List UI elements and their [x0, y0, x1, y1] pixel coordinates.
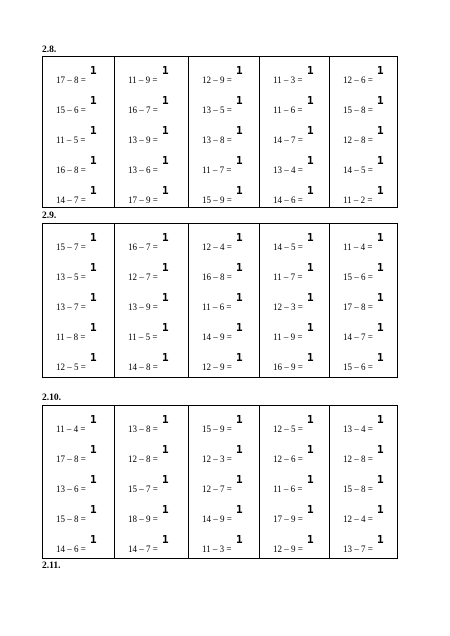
score-mark: 1 [377, 321, 384, 334]
subtraction-expression: 15 – 8 = [343, 105, 373, 115]
subtraction-expression: 15 – 6 = [343, 272, 373, 282]
exercise-item [115, 59, 188, 89]
subtraction-expression: 13 – 4 = [273, 165, 303, 175]
subtraction-expression: 11 – 8 = [56, 332, 86, 342]
subtraction-expression: 14 – 9 = [202, 514, 232, 524]
score-mark: 1 [90, 321, 97, 334]
exercise-column [259, 57, 329, 207]
exercise-item [260, 316, 329, 346]
section-label: 2.10. [42, 393, 61, 403]
exercise-item [330, 408, 397, 438]
exercise-item [260, 226, 329, 256]
subtraction-expression: 11 – 3 = [202, 544, 232, 554]
score-mark: 1 [377, 154, 384, 167]
score-mark: 1 [90, 231, 97, 244]
exercise-item [330, 346, 397, 376]
score-mark: 1 [236, 184, 243, 197]
exercise-item [330, 89, 397, 119]
score-mark: 1 [236, 94, 243, 107]
subtraction-expression: 13 – 5 = [56, 272, 86, 282]
score-mark: 1 [162, 443, 169, 456]
score-mark: 1 [90, 291, 97, 304]
exercise-item [115, 438, 188, 468]
exercise-item [330, 256, 397, 286]
score-mark: 1 [307, 321, 314, 334]
score-mark: 1 [236, 413, 243, 426]
exercise-item [189, 59, 259, 89]
exercise-item [43, 286, 114, 316]
exercise-column [114, 406, 188, 558]
score-mark: 1 [90, 533, 97, 546]
score-mark: 1 [236, 443, 243, 456]
subtraction-expression: 11 – 5 = [56, 135, 86, 145]
score-mark: 1 [307, 231, 314, 244]
subtraction-expression: 14 – 5 = [273, 242, 303, 252]
score-mark: 1 [90, 261, 97, 274]
subtraction-expression: 16 – 7 = [128, 105, 158, 115]
score-mark: 1 [162, 124, 169, 137]
score-mark: 1 [236, 533, 243, 546]
subtraction-expression: 12 – 3 = [202, 454, 232, 464]
exercise-item [43, 89, 114, 119]
subtraction-expression: 12 – 3 = [273, 302, 303, 312]
subtraction-expression: 12 – 7 = [128, 272, 158, 282]
subtraction-expression: 15 – 9 = [202, 424, 232, 434]
section-label: 2.9. [42, 211, 57, 221]
subtraction-expression: 16 – 8 = [56, 165, 86, 175]
subtraction-expression: 12 – 8 = [128, 454, 158, 464]
subtraction-expression: 14 – 7 = [343, 332, 373, 342]
section-label: 2.11. [42, 561, 61, 571]
subtraction-expression: 15 – 6 = [343, 362, 373, 372]
exercise-item [330, 149, 397, 179]
section-label: 2.8. [42, 45, 57, 55]
score-mark: 1 [236, 154, 243, 167]
score-mark: 1 [162, 184, 169, 197]
score-mark: 1 [236, 351, 243, 364]
exercise-grid [42, 405, 398, 559]
score-mark: 1 [377, 184, 384, 197]
exercise-item [260, 498, 329, 528]
score-mark: 1 [236, 473, 243, 486]
exercise-item [43, 179, 114, 209]
exercise-item [189, 438, 259, 468]
score-mark: 1 [90, 64, 97, 77]
exercise-item [189, 316, 259, 346]
score-mark: 1 [307, 351, 314, 364]
exercise-grid [42, 56, 398, 208]
exercise-item [115, 256, 188, 286]
score-mark: 1 [307, 413, 314, 426]
exercise-item [115, 179, 188, 209]
subtraction-expression: 11 – 3 = [273, 75, 303, 85]
exercise-item [189, 226, 259, 256]
score-mark: 1 [162, 321, 169, 334]
subtraction-expression: 13 – 9 = [128, 135, 158, 145]
exercise-item [43, 256, 114, 286]
exercise-item [260, 528, 329, 558]
exercise-item [260, 256, 329, 286]
score-mark: 1 [377, 443, 384, 456]
exercise-item [189, 408, 259, 438]
score-mark: 1 [377, 533, 384, 546]
subtraction-expression: 11 – 6 = [273, 105, 303, 115]
exercise-column [259, 406, 329, 558]
subtraction-expression: 14 – 7 = [128, 544, 158, 554]
score-mark: 1 [307, 154, 314, 167]
subtraction-expression: 13 – 9 = [128, 302, 158, 312]
exercise-item [189, 468, 259, 498]
score-mark: 1 [90, 124, 97, 137]
subtraction-expression: 11 – 4 = [56, 424, 86, 434]
exercise-column [43, 406, 114, 558]
score-mark: 1 [90, 351, 97, 364]
subtraction-expression: 15 – 6 = [56, 105, 86, 115]
subtraction-expression: 11 – 6 = [202, 302, 232, 312]
score-mark: 1 [162, 413, 169, 426]
exercise-item [43, 498, 114, 528]
exercise-column [188, 406, 259, 558]
exercise-item [330, 119, 397, 149]
exercise-item [330, 498, 397, 528]
score-mark: 1 [90, 443, 97, 456]
subtraction-expression: 13 – 4 = [343, 424, 373, 434]
score-mark: 1 [377, 64, 384, 77]
score-mark: 1 [236, 291, 243, 304]
exercise-column [188, 57, 259, 207]
score-mark: 1 [162, 261, 169, 274]
subtraction-expression: 15 – 7 = [128, 484, 158, 494]
exercise-item [115, 528, 188, 558]
subtraction-expression: 14 – 9 = [202, 332, 232, 342]
subtraction-expression: 11 – 9 = [128, 75, 158, 85]
exercise-item [260, 438, 329, 468]
subtraction-expression: 14 – 8 = [128, 362, 158, 372]
subtraction-expression: 12 – 8 = [343, 135, 373, 145]
exercise-item [330, 226, 397, 256]
score-mark: 1 [90, 413, 97, 426]
exercise-column [329, 224, 397, 377]
exercise-item [189, 286, 259, 316]
exercise-item [189, 346, 259, 376]
exercise-item [43, 528, 114, 558]
score-mark: 1 [90, 94, 97, 107]
score-mark: 1 [307, 443, 314, 456]
exercise-item [330, 528, 397, 558]
subtraction-expression: 16 – 8 = [202, 272, 232, 282]
subtraction-expression: 12 – 9 = [202, 75, 232, 85]
exercise-item [115, 89, 188, 119]
subtraction-expression: 12 – 8 = [343, 454, 373, 464]
score-mark: 1 [236, 64, 243, 77]
subtraction-expression: 18 – 9 = [128, 514, 158, 524]
score-mark: 1 [90, 184, 97, 197]
score-mark: 1 [162, 473, 169, 486]
exercise-item [43, 408, 114, 438]
exercise-item [115, 119, 188, 149]
exercise-item [115, 498, 188, 528]
subtraction-expression: 12 – 7 = [202, 484, 232, 494]
exercise-column [114, 57, 188, 207]
subtraction-expression: 11 – 9 = [273, 332, 303, 342]
subtraction-expression: 12 – 4 = [202, 242, 232, 252]
subtraction-expression: 13 – 7 = [343, 544, 373, 554]
score-mark: 1 [162, 291, 169, 304]
subtraction-expression: 11 – 6 = [273, 484, 303, 494]
score-mark: 1 [90, 154, 97, 167]
score-mark: 1 [236, 124, 243, 137]
exercise-item [260, 149, 329, 179]
score-mark: 1 [377, 291, 384, 304]
score-mark: 1 [307, 473, 314, 486]
exercise-item [43, 119, 114, 149]
exercise-item [260, 346, 329, 376]
subtraction-expression: 12 – 9 = [273, 544, 303, 554]
exercise-column [43, 224, 114, 377]
score-mark: 1 [236, 503, 243, 516]
score-mark: 1 [162, 351, 169, 364]
subtraction-expression: 13 – 6 = [56, 484, 86, 494]
subtraction-expression: 14 – 6 = [273, 195, 303, 205]
exercise-item [260, 408, 329, 438]
exercise-item [330, 438, 397, 468]
exercise-column [259, 224, 329, 377]
subtraction-expression: 17 – 9 = [273, 514, 303, 524]
exercise-item [330, 468, 397, 498]
score-mark: 1 [377, 473, 384, 486]
exercise-item [189, 256, 259, 286]
subtraction-expression: 12 – 4 = [343, 514, 373, 524]
exercise-item [189, 89, 259, 119]
exercise-item [43, 438, 114, 468]
score-mark: 1 [307, 64, 314, 77]
exercise-column [188, 224, 259, 377]
score-mark: 1 [236, 231, 243, 244]
exercise-item [189, 498, 259, 528]
exercise-item [260, 468, 329, 498]
exercise-item [330, 286, 397, 316]
score-mark: 1 [307, 124, 314, 137]
exercise-item [189, 149, 259, 179]
subtraction-expression: 11 – 4 = [343, 242, 373, 252]
score-mark: 1 [236, 261, 243, 274]
score-mark: 1 [307, 503, 314, 516]
score-mark: 1 [307, 94, 314, 107]
score-mark: 1 [236, 321, 243, 334]
score-mark: 1 [377, 124, 384, 137]
score-mark: 1 [90, 473, 97, 486]
exercise-item [115, 226, 188, 256]
score-mark: 1 [377, 503, 384, 516]
subtraction-expression: 12 – 9 = [202, 362, 232, 372]
subtraction-expression: 15 – 8 = [343, 484, 373, 494]
score-mark: 1 [307, 291, 314, 304]
score-mark: 1 [90, 503, 97, 516]
subtraction-expression: 14 – 7 = [273, 135, 303, 145]
subtraction-expression: 14 – 5 = [343, 165, 373, 175]
score-mark: 1 [162, 154, 169, 167]
score-mark: 1 [162, 94, 169, 107]
exercise-item [260, 286, 329, 316]
exercise-item [43, 226, 114, 256]
exercise-item [115, 286, 188, 316]
score-mark: 1 [377, 351, 384, 364]
exercise-item [43, 316, 114, 346]
exercise-item [115, 408, 188, 438]
exercise-item [115, 316, 188, 346]
subtraction-expression: 16 – 7 = [128, 242, 158, 252]
exercise-item [115, 468, 188, 498]
exercise-item [189, 179, 259, 209]
subtraction-expression: 15 – 9 = [202, 195, 232, 205]
score-mark: 1 [307, 184, 314, 197]
subtraction-expression: 12 – 6 = [273, 454, 303, 464]
exercise-item [330, 179, 397, 209]
exercise-item [330, 59, 397, 89]
subtraction-expression: 13 – 6 = [128, 165, 158, 175]
exercise-item [260, 59, 329, 89]
exercise-item [43, 346, 114, 376]
subtraction-expression: 13 – 8 = [202, 135, 232, 145]
exercise-item [189, 528, 259, 558]
score-mark: 1 [377, 261, 384, 274]
subtraction-expression: 17 – 9 = [128, 195, 158, 205]
subtraction-expression: 13 – 8 = [128, 424, 158, 434]
score-mark: 1 [307, 533, 314, 546]
score-mark: 1 [377, 94, 384, 107]
exercise-column [329, 57, 397, 207]
exercise-column [43, 57, 114, 207]
exercise-item [43, 468, 114, 498]
subtraction-expression: 13 – 7 = [56, 302, 86, 312]
subtraction-expression: 11 – 7 = [202, 165, 232, 175]
score-mark: 1 [162, 503, 169, 516]
subtraction-expression: 14 – 6 = [56, 544, 86, 554]
score-mark: 1 [162, 231, 169, 244]
exercise-column [329, 406, 397, 558]
score-mark: 1 [377, 231, 384, 244]
subtraction-expression: 12 – 5 = [56, 362, 86, 372]
exercise-grid [42, 223, 398, 378]
exercise-item [260, 179, 329, 209]
exercise-column [114, 224, 188, 377]
subtraction-expression: 17 – 8 = [343, 302, 373, 312]
subtraction-expression: 13 – 5 = [202, 105, 232, 115]
subtraction-expression: 11 – 2 = [343, 195, 373, 205]
exercise-item [115, 149, 188, 179]
exercise-item [260, 119, 329, 149]
subtraction-expression: 11 – 5 = [128, 332, 158, 342]
subtraction-expression: 12 – 6 = [343, 75, 373, 85]
subtraction-expression: 15 – 8 = [56, 514, 86, 524]
score-mark: 1 [162, 64, 169, 77]
subtraction-expression: 12 – 5 = [273, 424, 303, 434]
exercise-item [260, 89, 329, 119]
exercise-item [43, 149, 114, 179]
score-mark: 1 [307, 261, 314, 274]
score-mark: 1 [377, 413, 384, 426]
subtraction-expression: 17 – 8 = [56, 454, 86, 464]
subtraction-expression: 17 – 8 = [56, 75, 86, 85]
score-mark: 1 [162, 533, 169, 546]
subtraction-expression: 14 – 7 = [56, 195, 86, 205]
subtraction-expression: 15 – 7 = [56, 242, 86, 252]
exercise-item [189, 119, 259, 149]
exercise-item [43, 59, 114, 89]
exercise-item [115, 346, 188, 376]
exercise-item [330, 316, 397, 346]
subtraction-expression: 16 – 9 = [273, 362, 303, 372]
subtraction-expression: 11 – 7 = [273, 272, 303, 282]
